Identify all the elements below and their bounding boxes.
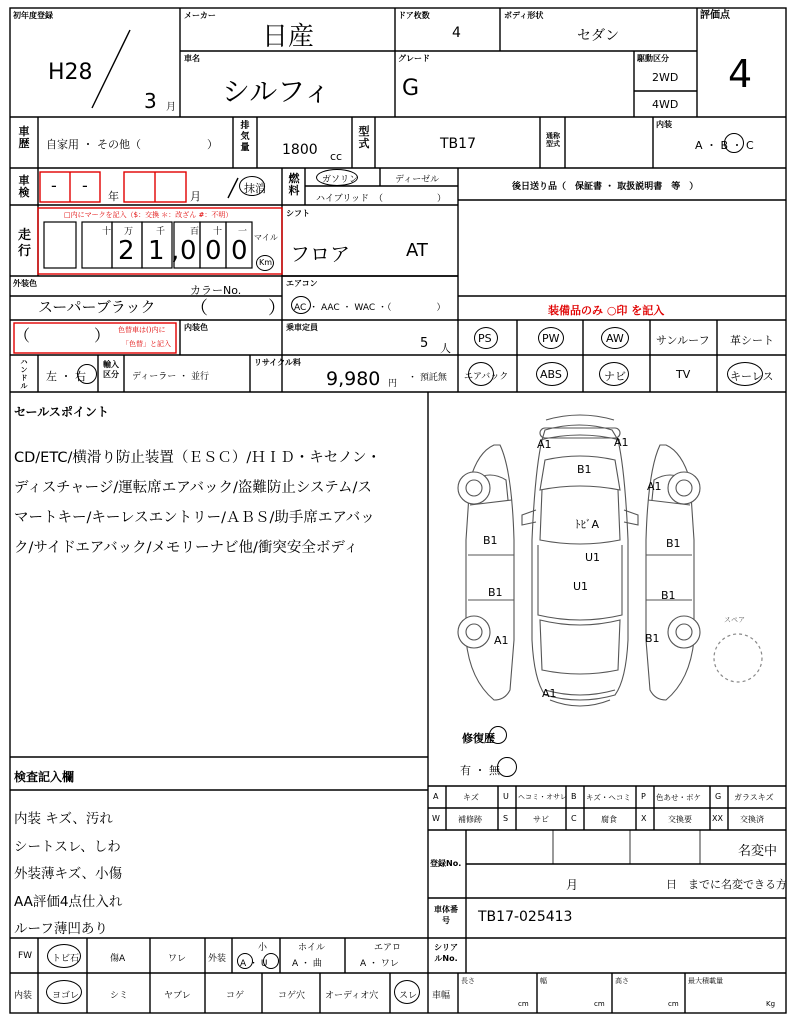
int-item: ヨゴレ [52,991,80,1001]
inspection-year-unit: 年 [108,190,119,203]
legend-code: S [503,814,509,823]
check-title: 検査記入欄 [14,770,75,784]
cc-unit: cc [330,150,343,163]
damage-mark: U1 [585,551,601,564]
aw-circle [601,327,629,349]
sales-line: ク/サイドエアバック/メモリーナビ他/衝突安全ボディ [14,540,359,556]
grade-label: グレード [398,54,430,63]
legend-desc: キズ・ヘコミ [586,793,631,802]
sales-text [14,443,381,563]
ext-color-label: 外装色 [13,279,37,288]
inspection-dash-2: - [82,176,88,195]
ac-circle [291,296,311,314]
equip-keyless: キーレス [730,370,774,383]
equip-airbag: エアバック [464,372,509,382]
recycle-label: リサイクル料 [254,358,301,367]
abs-circle [536,362,568,386]
grade-value: G [402,76,420,101]
wheel-value: A ・ 曲 [292,959,322,969]
inspection-dash-1: - [51,176,57,195]
small-a-circle [237,953,253,969]
fw-label: FW [18,951,33,961]
vehicle-no-value: TB17-025413 [478,909,573,925]
check-lines [14,806,122,944]
legend-desc: ガラスキズ [734,793,774,802]
reg-day-text: 日 までに名変できる方 [666,878,787,891]
length-unit: cm [518,1000,529,1008]
vehicle-no-label: 車体番号 [434,905,458,925]
shift-label: シフト [286,209,310,218]
interior-b-circle [724,133,744,153]
maker-value: 日産 [262,22,315,52]
mileage-note: □内にマークを記入（$：交換 ＊：改ざん #：不明） [64,211,233,219]
legend-code: G [715,792,722,801]
import-value: ディーラー ・ 並行 [132,372,210,382]
legend-desc: 交換済 [740,815,764,824]
fuel-hybrid-paren: （ ） [374,194,447,204]
int-label: 内装 [14,991,33,1001]
ext-small-label: 外装 [208,954,227,964]
damage-mark: ﾄﾋﾞA [575,518,600,531]
color-no-paren-close: ） [268,298,286,319]
doors-label: ドア枚数 [398,11,430,20]
history-label: 車歴 [18,125,30,150]
mileage-digit-3: 0 [180,236,197,266]
int-item: コゲ穴 [278,991,306,1001]
score-label: 評価点 [700,10,730,21]
inspection-month-unit: 月 [190,190,201,203]
doors-value: 4 [452,25,461,41]
fw-chip-circle [47,944,81,968]
digit-label-0: 十 [102,227,112,237]
damage-mark: A1 [647,480,662,493]
width-label: 幅 [540,977,547,985]
damage-mark: A1 [494,634,509,647]
reg-month-unit: 月 [166,102,176,113]
small-u-circle [263,953,279,969]
legend-desc: 補修跡 [458,815,482,824]
displacement-value: 1800 [282,142,318,158]
maker-label: メーカー [184,11,216,20]
damage-mark: U1 [573,580,589,593]
drive-4wd: 4WD [652,98,679,111]
damage-mark: B1 [645,632,660,645]
mileage-digit-1: 2 [118,236,135,266]
small-value: A ・ U [240,959,268,969]
handle-label: ハンドル [20,358,28,390]
aero-label: エアロ [374,943,402,953]
equip-leather: 革シート [730,334,774,347]
transmission-value: AT [406,240,428,261]
color-no-paren-open: （ [190,298,208,319]
digit-label-5: 一 [238,227,248,237]
damage-mark: A1 [614,436,629,449]
legend-code: W [432,814,440,823]
fuel-diesel: ディーゼル [395,175,440,185]
digit-label-1: 万 [124,227,134,237]
mile-unit: マイル [254,233,278,242]
common-type-label: 通称型式 [546,132,560,148]
interior-grade-label: 内装 [656,120,672,129]
km-circle [256,255,274,271]
digit-label-2: 千 [156,227,166,237]
repair-none-circle [497,757,517,777]
km-unit: Km [259,258,273,267]
mileage-digit-2: 1 [148,236,165,266]
interior-grade-value: A ・ B ・ C [695,139,754,152]
length-label: 長さ [461,977,475,985]
check-line: 外装薄キズ、小傷 [14,866,123,882]
aero-value: A ・ ワレ [360,959,399,969]
color-no-label: カラーNo. [190,284,242,297]
sales-title: セールスポイント [14,405,109,419]
equip-navi: ナビ [604,370,626,383]
score-value: 4 [728,52,753,96]
recycle-deposit: ・ 預託無 [408,373,447,383]
equip-abs: ABS [540,368,562,381]
fuel-hybrid: ハイブリッド [316,194,370,204]
legend-code: P [641,792,646,801]
reg-no-label: 登録No. [430,859,462,868]
int-dirt-circle [46,980,82,1004]
check-line: 内装 キズ、汚れ [14,811,113,827]
inspection-label: 車検 [18,174,30,199]
handle-right-circle [77,364,97,384]
history-value: 自家用 ・ その他（ ） [46,138,218,151]
legend-code: A [433,792,439,801]
int-item: スレ [399,991,418,1001]
gasoline-circle [316,169,358,186]
int-item: シミ [110,991,129,1001]
color-change-note-2: 「色替」と記入 [122,340,171,348]
handle-value: 左 ・ 右 [46,370,86,383]
legend-code: U [503,792,509,801]
equip-sunroof: サンルーフ [656,334,710,347]
mileage-digit-5: 0 [231,236,248,266]
recycle-yen: 円 [388,379,398,389]
navi-circle [599,362,629,386]
int-item: オーディオ穴 [325,991,379,1001]
damage-mark: A1 [537,438,552,451]
damage-mark: A1 [542,687,557,700]
int-item: コゲ [226,991,245,1001]
color-change-paren-open: （ [14,326,31,345]
equip-tv: TV [676,368,691,381]
damage-mark: B1 [483,534,498,547]
dims-label: 車幅 [432,991,451,1001]
interior-color-label: 内装色 [184,323,208,332]
legend-code: B [571,792,577,801]
equip-ps: PS [478,332,492,345]
int-item: ヤブレ [164,991,191,1001]
ac-value: AC ・ AAC ・ WAC ・（ ） [294,303,446,313]
sales-line: ディスチャージ/運転席エアバック/盗難防止システム/ス [14,480,372,496]
displacement-label: 排気量 [240,121,250,153]
repair-value: 有 ・ 無 [460,764,500,777]
legend-code: C [571,814,577,823]
drive-2wd: 2WD [652,71,679,84]
check-line: シートスレ、しわ [14,838,121,855]
height-label: 高さ [615,977,629,985]
legend-desc: キズ [463,793,479,802]
mileage-comma: , [171,236,180,266]
damage-mark: B1 [488,586,503,599]
type-label: 型式 [358,125,370,150]
height-unit: cm [668,1000,679,1008]
fuel-label: 燃料 [288,172,300,197]
repair-label: 修復歴 [462,732,495,745]
body-value: セダン [577,28,620,44]
shift-value: フロア [290,242,350,266]
expired-circle [239,176,265,196]
capacity-label: 乗車定員 [286,323,318,332]
damage-mark: B1 [577,463,592,476]
equip-aw: AW [606,332,624,345]
keyless-circle [727,362,763,386]
era-year: H28 [48,60,93,85]
airbag-circle [468,362,494,386]
fw-item: ワレ [168,954,187,964]
legend-code: XX [712,814,723,823]
small-label: 小 [258,943,268,953]
fw-item: トビ石 [52,954,80,964]
equip-pw: PW [542,332,560,345]
model-name: シルフィ [222,75,332,108]
first-reg-label: 初年度登録 [13,11,53,20]
legend-desc: サビ [533,815,549,824]
fuel-gasoline: ガソリン [322,175,359,185]
reg-month-field: 月 [566,878,579,892]
reg-month: 3 [144,89,157,113]
legend-desc: 色あせ・ボケ [656,793,701,802]
ext-color-value: スーパーブラック [38,298,156,316]
color-change-note-1: 色替車は()内に [118,326,166,334]
model-name-label: 車名 [184,54,200,63]
spare-label: スペア [724,616,745,624]
digit-label-3: 百 [190,227,200,237]
body-label: ボディ形状 [504,11,544,20]
wheel-label: ホイル [298,943,326,953]
mileage-digit-4: 0 [205,236,222,266]
damage-mark: B1 [666,537,681,550]
width-unit: cm [594,1000,605,1008]
inspection-expired: 抹消 [244,182,266,195]
recycle-value: 9,980 [326,368,381,390]
legend-desc: ヘコミ・オサレ [518,793,567,801]
load-unit: Kg [766,1000,776,1008]
name-change-text: 名変中 [738,844,778,859]
capacity-value: 5 [420,336,429,351]
import-label: 輸入区分 [103,360,119,379]
sales-line: マートキー/キーレスエントリー/ＡＢＳ/助手席エアバッ [14,510,375,526]
legend-code: X [641,814,647,823]
mileage-label: 走行 [18,228,32,259]
load-label: 最大積載量 [688,977,723,985]
legend-desc: 腐食 [601,815,617,824]
ps-circle [474,327,498,349]
pw-circle [538,327,564,349]
serial-no-label: シリアルNo. [434,943,458,963]
int-wear-circle [394,980,420,1004]
check-line: AA評価4点仕入れ [14,893,123,910]
fw-item: 傷A [110,954,126,964]
repair-label-circle [489,726,507,744]
accessories-text: 後日送り品（ 保証書 ・ 取扱説明書 等 ） [512,182,699,192]
type-value: TB17 [440,136,476,152]
ac-label: エアコン [286,279,318,288]
damage-mark: B1 [661,589,676,602]
equip-title: 装備品のみ ○印 を記入 [548,304,665,317]
color-change-paren-close: ） [94,326,111,345]
digit-label-4: 十 [213,227,223,237]
check-line: ルーフ薄凹あり [14,921,108,937]
drive-label: 駆動区分 [637,54,669,63]
sales-line: CD/ETC/横滑り防止装置（ＥＳＣ）/ＨＩＤ・キセノン・ [14,450,382,466]
legend-desc: 交換要 [668,815,692,824]
capacity-unit: 人 [440,342,451,355]
